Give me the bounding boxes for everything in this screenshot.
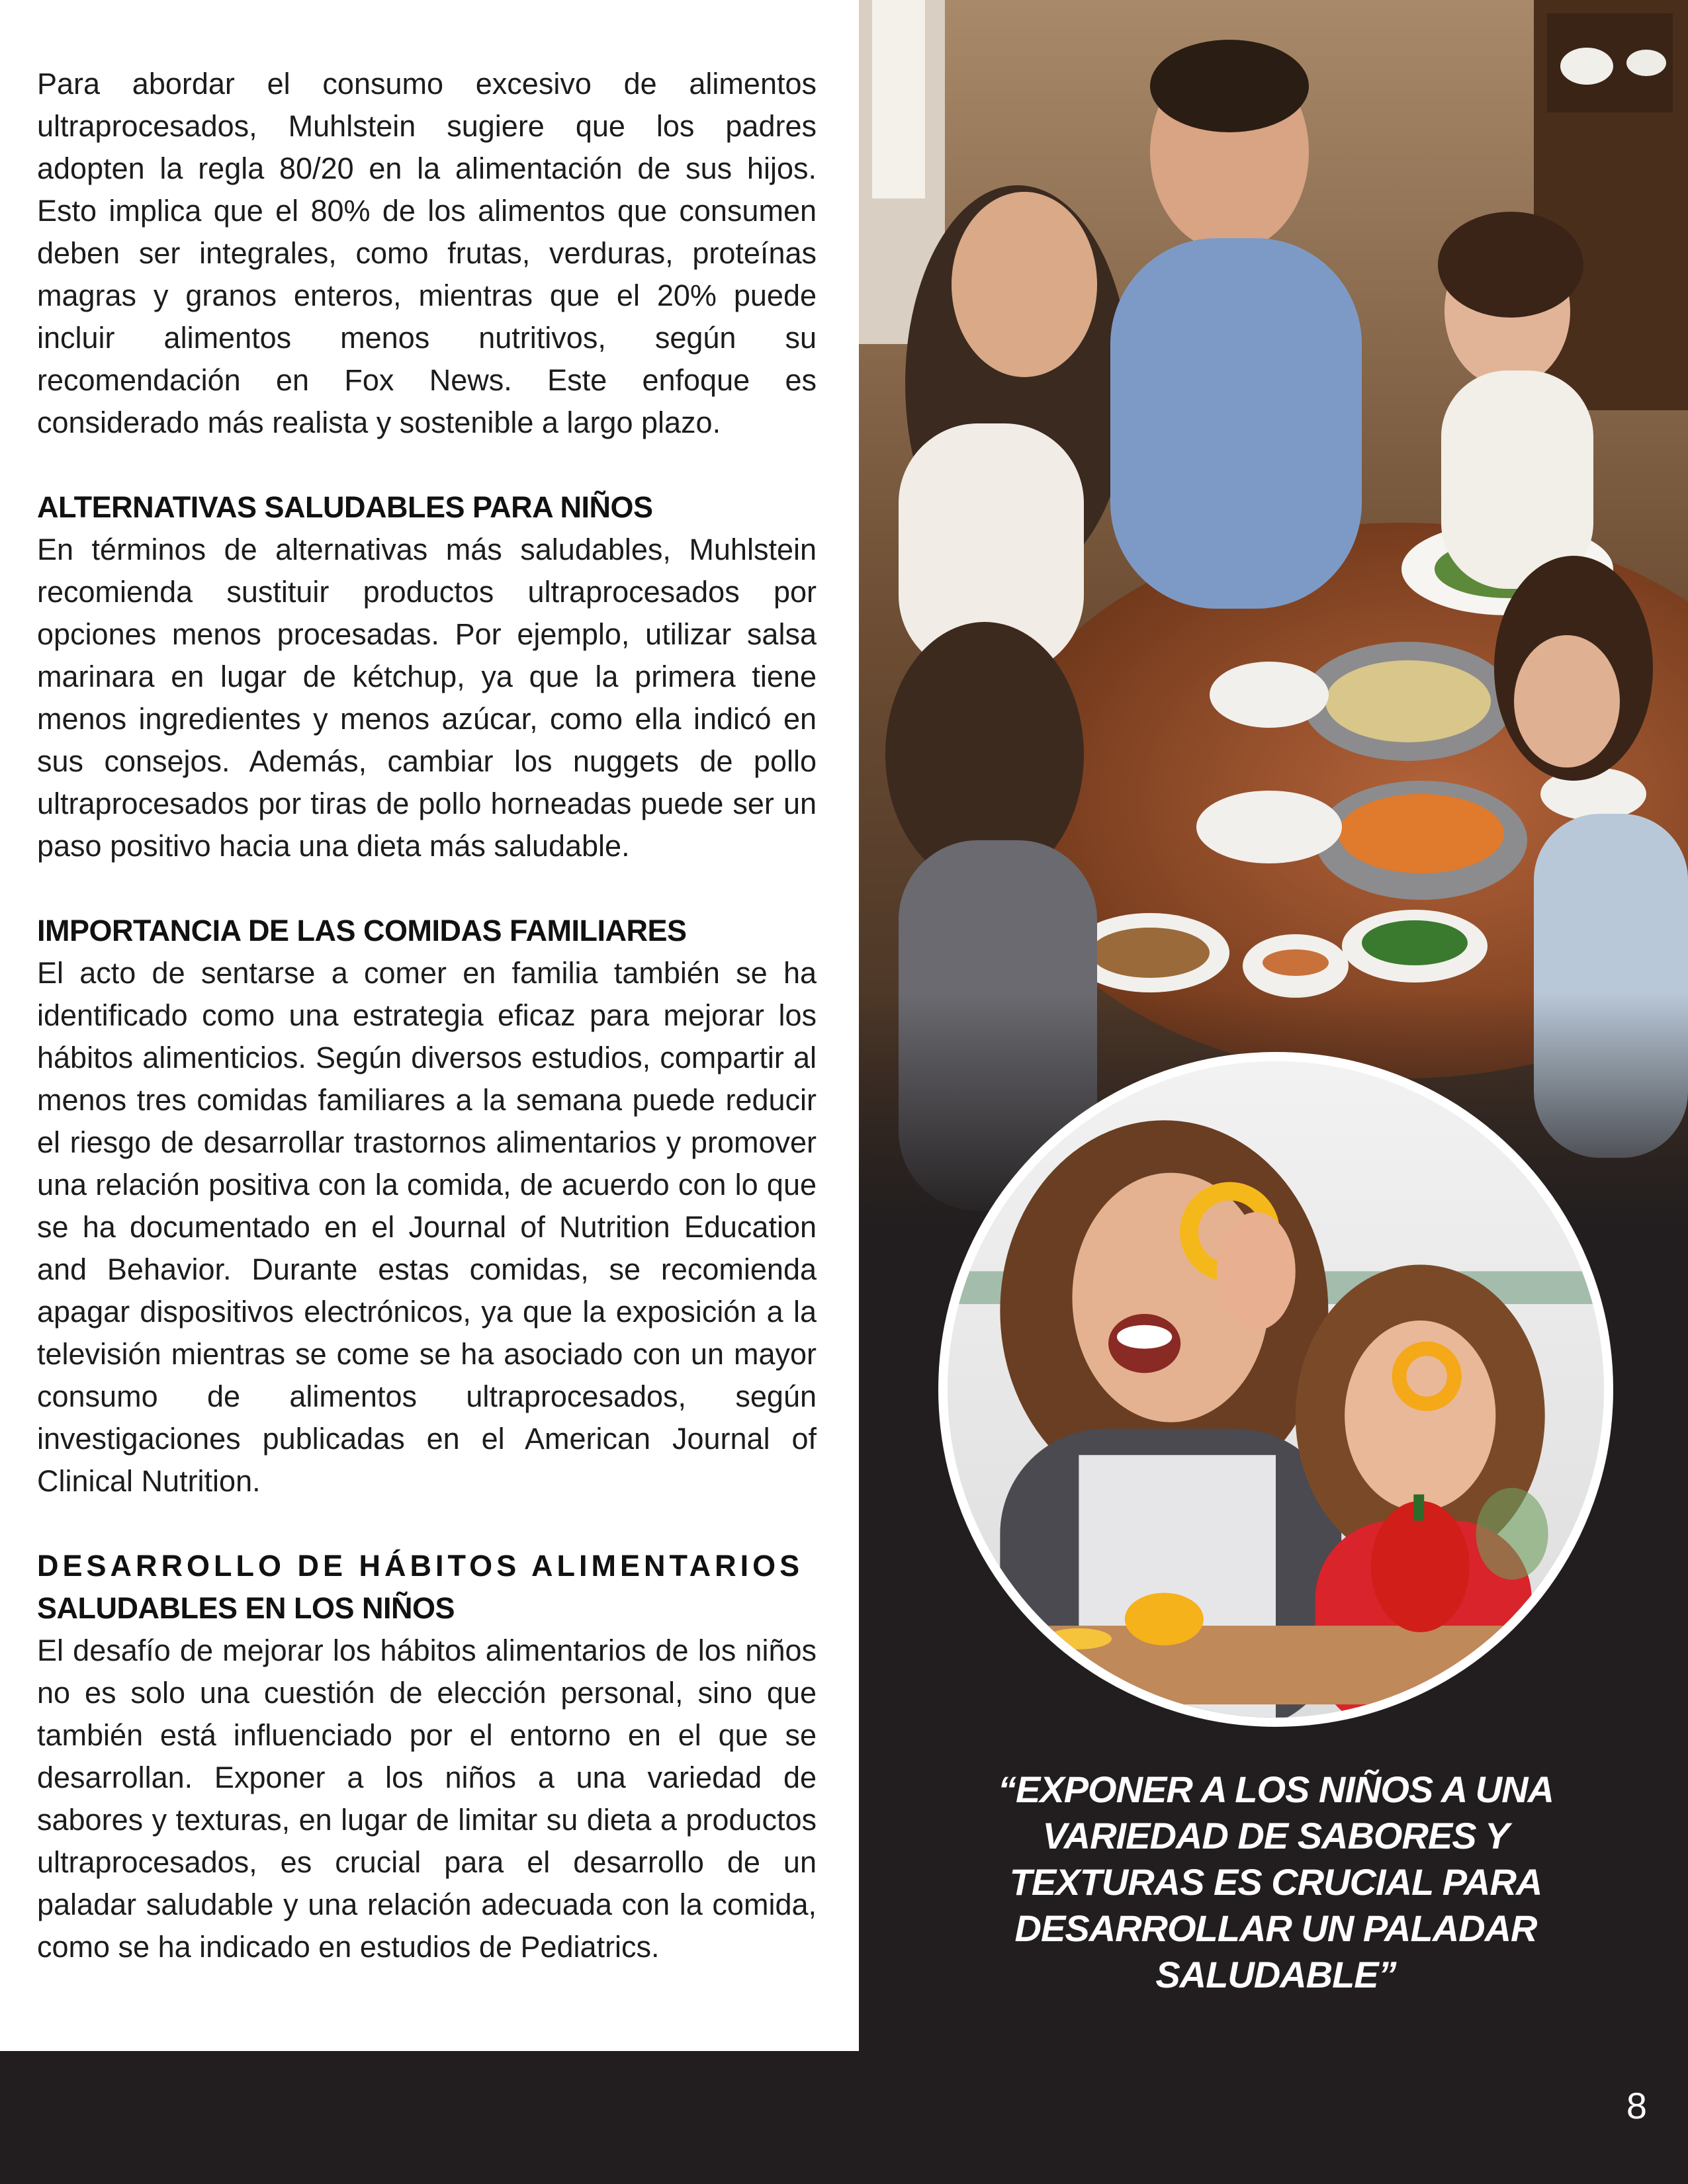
pull-quote-line-4: DESARROLLAR UN PALADAR xyxy=(1014,1907,1537,1949)
footer-bar xyxy=(0,2051,1688,2184)
section-body-comidas-familiares: El acto de sentarse a comer en familia también se ha identificado como una estrategia eficaz para mejorar los hábitos alimenticios. Según diversos estudios, compartir al menos tres comidas familiares a la semana puede reducir el riesgo de desarrollar trastornos alimentarios y promover una relación positiva con la comida, de acuerdo con lo que se ha documentado en el Journal of Nutrition Education and Behavior. Durante estas comidas, se recomienda apagar dispositivos electrónicos, ya que la exposición a la televisión mientras se come se ha asociado con un mayor consumo de alimentos ultraprocesados, según investigaciones publicadas en el American Journal of Clinical Nutrition. xyxy=(37,956,817,1498)
family-dinner-photo xyxy=(859,0,1688,1231)
pull-quote-line-2: VARIEDAD DE SABORES Y xyxy=(1042,1815,1509,1856)
article-body xyxy=(37,63,817,1968)
pull-quote-line-5: SALUDABLE” xyxy=(1155,1954,1396,1995)
page-number: 8 xyxy=(1626,2085,1647,2126)
photo-column xyxy=(859,0,1688,2051)
section-heading-desarrollo-line2: SALUDABLES EN LOS NIÑOS xyxy=(37,1591,455,1625)
pull-quote-line-1: “EXPONER A LOS NIÑOS A UNA xyxy=(997,1769,1554,1810)
section-heading-alternativas: ALTERNATIVAS SALUDABLES PARA NIÑOS xyxy=(37,490,653,524)
pull-quote xyxy=(912,1767,1640,1998)
mother-daughter-circle-photo xyxy=(938,1052,1613,1727)
section-heading-desarrollo-habitos xyxy=(37,1545,817,1630)
intro-paragraph: Para abordar el consumo excesivo de alimentos ultraprocesados, Muhlstein sugiere que los padres adopten la regla 80/20 en la alimentación de sus hijos. Esto implica que el 80% de los alimentos que consumen deben ser integrales, como frutas, verduras, proteínas magras y granos enteros, mientras que el 20% puede incluir alimentos menos nutritivos, según su recomendación en Fox News. Este enfoque es considerado más realista y sostenible a largo plazo. xyxy=(37,67,817,439)
section-body-desarrollo-habitos: El desafío de mejorar los hábitos alimentarios de los niños no es solo una cuestión de elección personal, sino que también está influenciado por el entorno en el que se desarrollan. Exponer a los niños a una variedad de sabores y texturas, en lugar de limitar su dieta a productos ultraprocesados, es crucial para el desarrollo de un paladar saludable y una relación adecuada con la comida, como se ha indicado en estudios de Pediatrics. xyxy=(37,1634,817,1964)
section-heading-comidas-familiares: IMPORTANCIA DE LAS COMIDAS FAMILIARES xyxy=(37,914,687,947)
section-body-alternativas: En términos de alternativas más saludables, Muhlstein recomienda sustituir productos ultraprocesados por opciones menos procesadas. Por ejemplo, utilizar salsa marinara en lugar de kétchup, ya que la primera tiene menos ingredientes y menos azúcar, como ella indicó en sus consejos. Además, cambiar los nuggets de pollo ultraprocesados por tiras de pollo horneadas puede ser un paso positivo hacia una dieta más saludable. xyxy=(37,533,817,863)
pull-quote-line-3: TEXTURAS ES CRUCIAL PARA xyxy=(1009,1861,1542,1903)
article-text-column xyxy=(0,0,859,2051)
section-heading-desarrollo-line1: DESARROLLO DE HÁBITOS ALIMENTARIOS xyxy=(37,1549,804,1583)
